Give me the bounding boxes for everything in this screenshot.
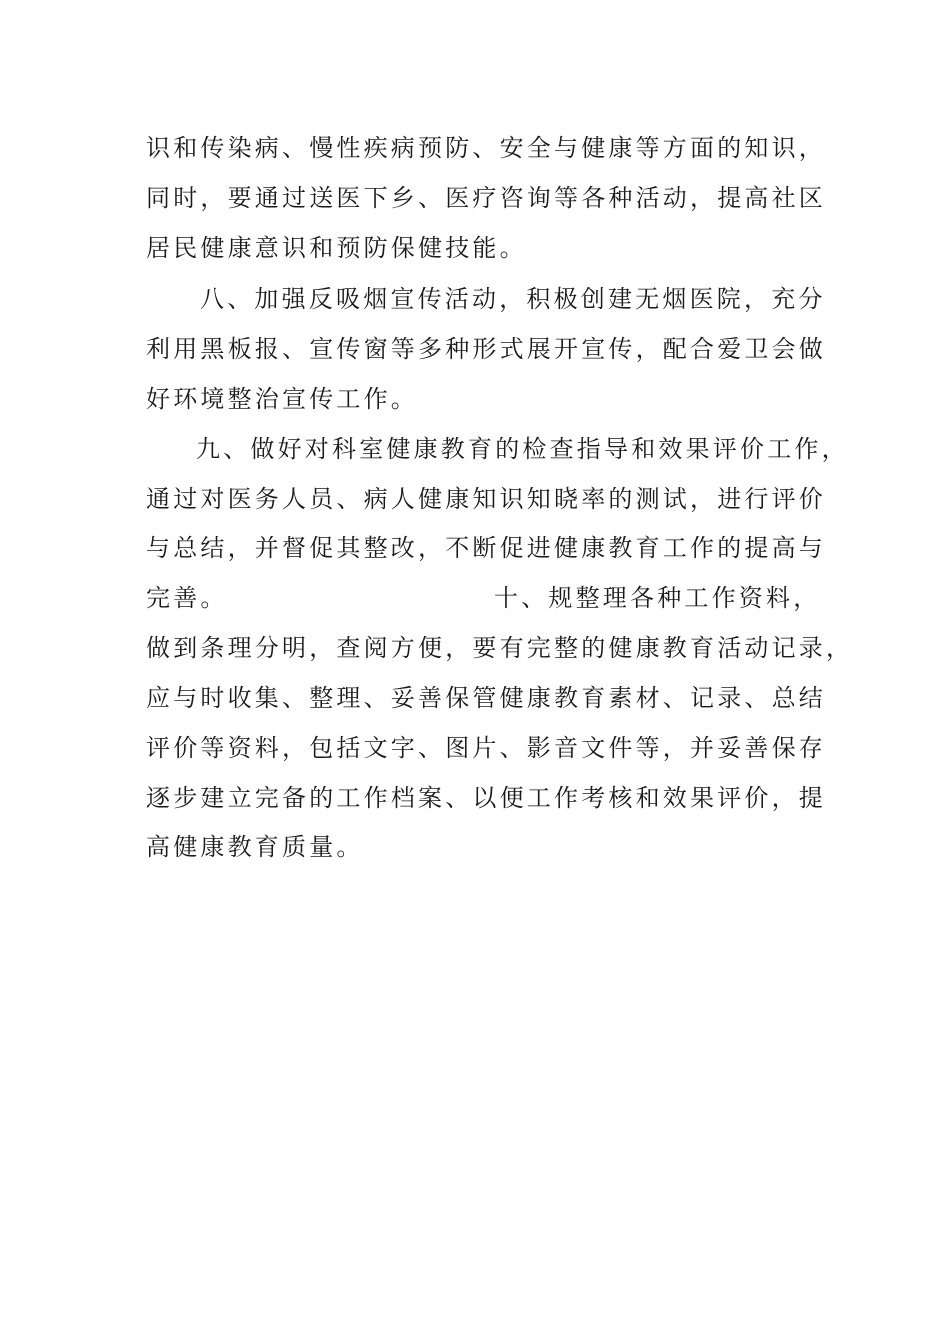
paragraph-8-first-line: 八、加强反吸烟宣传活动，积极创建无烟医院，充分 <box>200 285 826 313</box>
text-line: 居民健康意识和预防保健技能。 <box>146 234 527 262</box>
paragraph-9-first-line: 九、做好对科室健康教育的检查指导和效果评价工作， <box>196 435 849 463</box>
text-line: 同时，要通过送医下乡、医疗咨询等各种活动，提高社区 <box>146 184 826 212</box>
text-line: 应与时收集、整理、妥善保管健康教育素材、记录、总结 <box>146 684 826 712</box>
text-line: 逐步建立完备的工作档案、以便工作考核和效果评价，提 <box>146 784 826 812</box>
text-line: 通过对医务人员、病人健康知识知晓率的测试，进行评价 <box>146 485 826 513</box>
text-line: 利用黑板报、宣传窗等多种形式展开宣传，配合爱卫会做 <box>146 335 826 363</box>
text-line: 与总结，并督促其整改，不断促进健康教育工作的提高与 <box>146 534 826 562</box>
text-line: 好环境整治宣传工作。 <box>146 385 418 413</box>
text-line: 识和传染病、慢性疾病预防、安全与健康等方面的知识， <box>146 134 826 162</box>
paragraph-10-first-line: 十、规整理各种工作资料， <box>494 584 821 612</box>
text-line: 高健康教育质量。 <box>146 833 364 861</box>
text-line: 评价等资料，包括文字、图片、影音文件等，并妥善保存 <box>146 734 826 762</box>
text-line: 做到条理分明，查阅方便，要有完整的健康教育活动记录， <box>146 634 854 662</box>
text-line: 完善。 <box>146 584 228 612</box>
